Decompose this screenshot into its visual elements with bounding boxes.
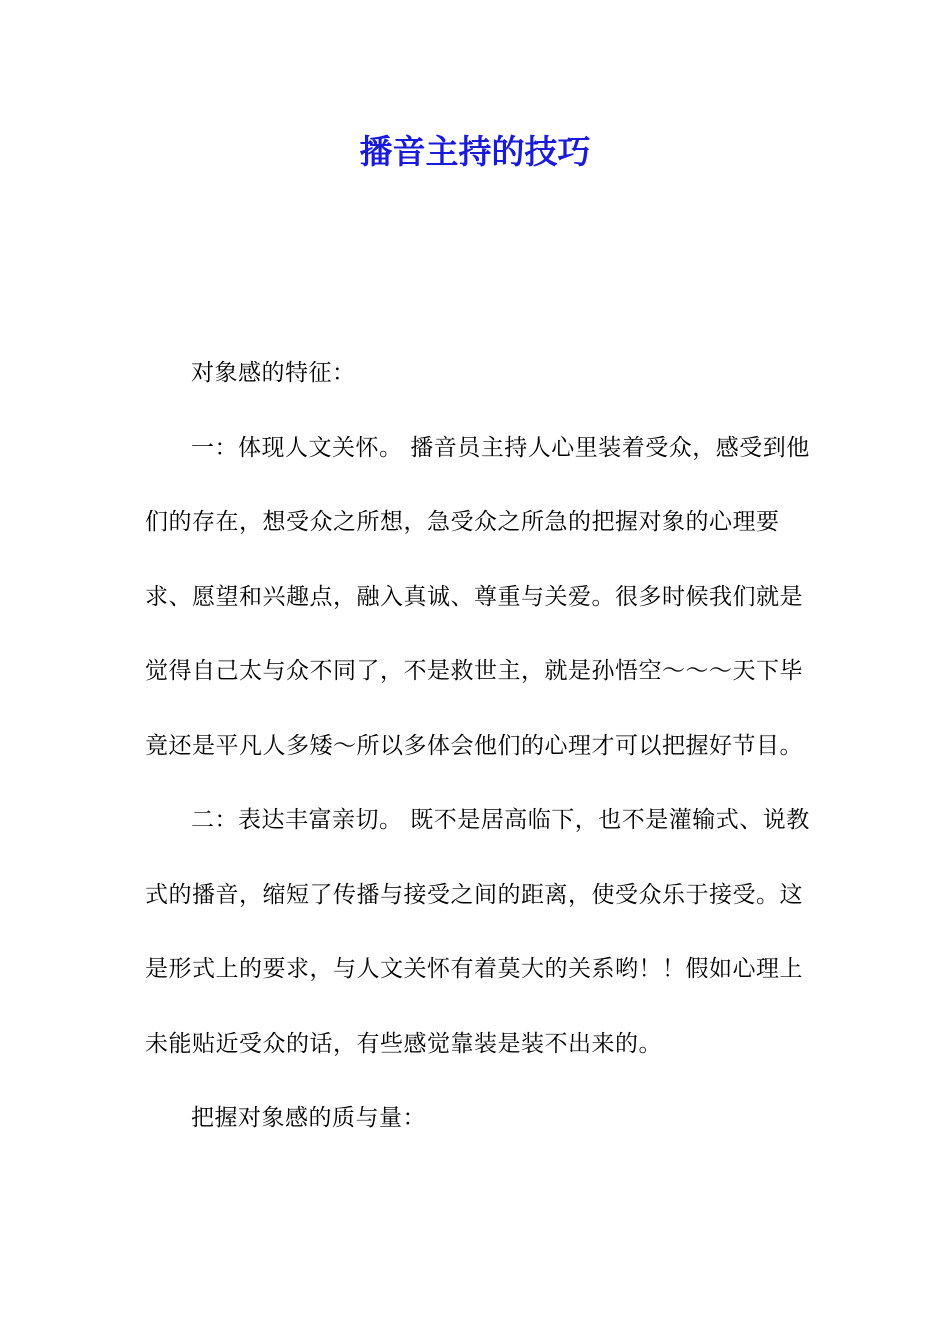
paragraph-point-two: 二：表达丰富亲切。 既不是居高临下，也不是灌输式、说教式的播音，缩短了传播与接受之间的距离，使受众乐于接受。这是形式上的要求，与人文关怀有着莫大的关系哟！！假如心理上未能贴近受众的话，有些感觉靠装是装不出来的。 [145, 807, 810, 1057]
document-body [145, 336, 815, 1156]
paragraph-heading-features: 对象感的特征： [191, 360, 356, 386]
document-title: 播音主持的技巧 [359, 132, 591, 171]
paragraph-heading-quality: 把握对象感的质与量： [191, 1105, 426, 1131]
paragraph-point-one: 一：体现人文关怀。 播音员主持人心里装着受众，感受到他们的存在，想受众之所想，急受众之所急的把握对象的心理要求、愿望和兴趣点，融入真诚、尊重与关爱。很多时候我们就是觉得自己太与众不同了，不是救世主，就是孙悟空～～～天下毕竟还是平凡人多矮～所以多体会他们的心理才可以把握好节目。 [145, 434, 810, 759]
